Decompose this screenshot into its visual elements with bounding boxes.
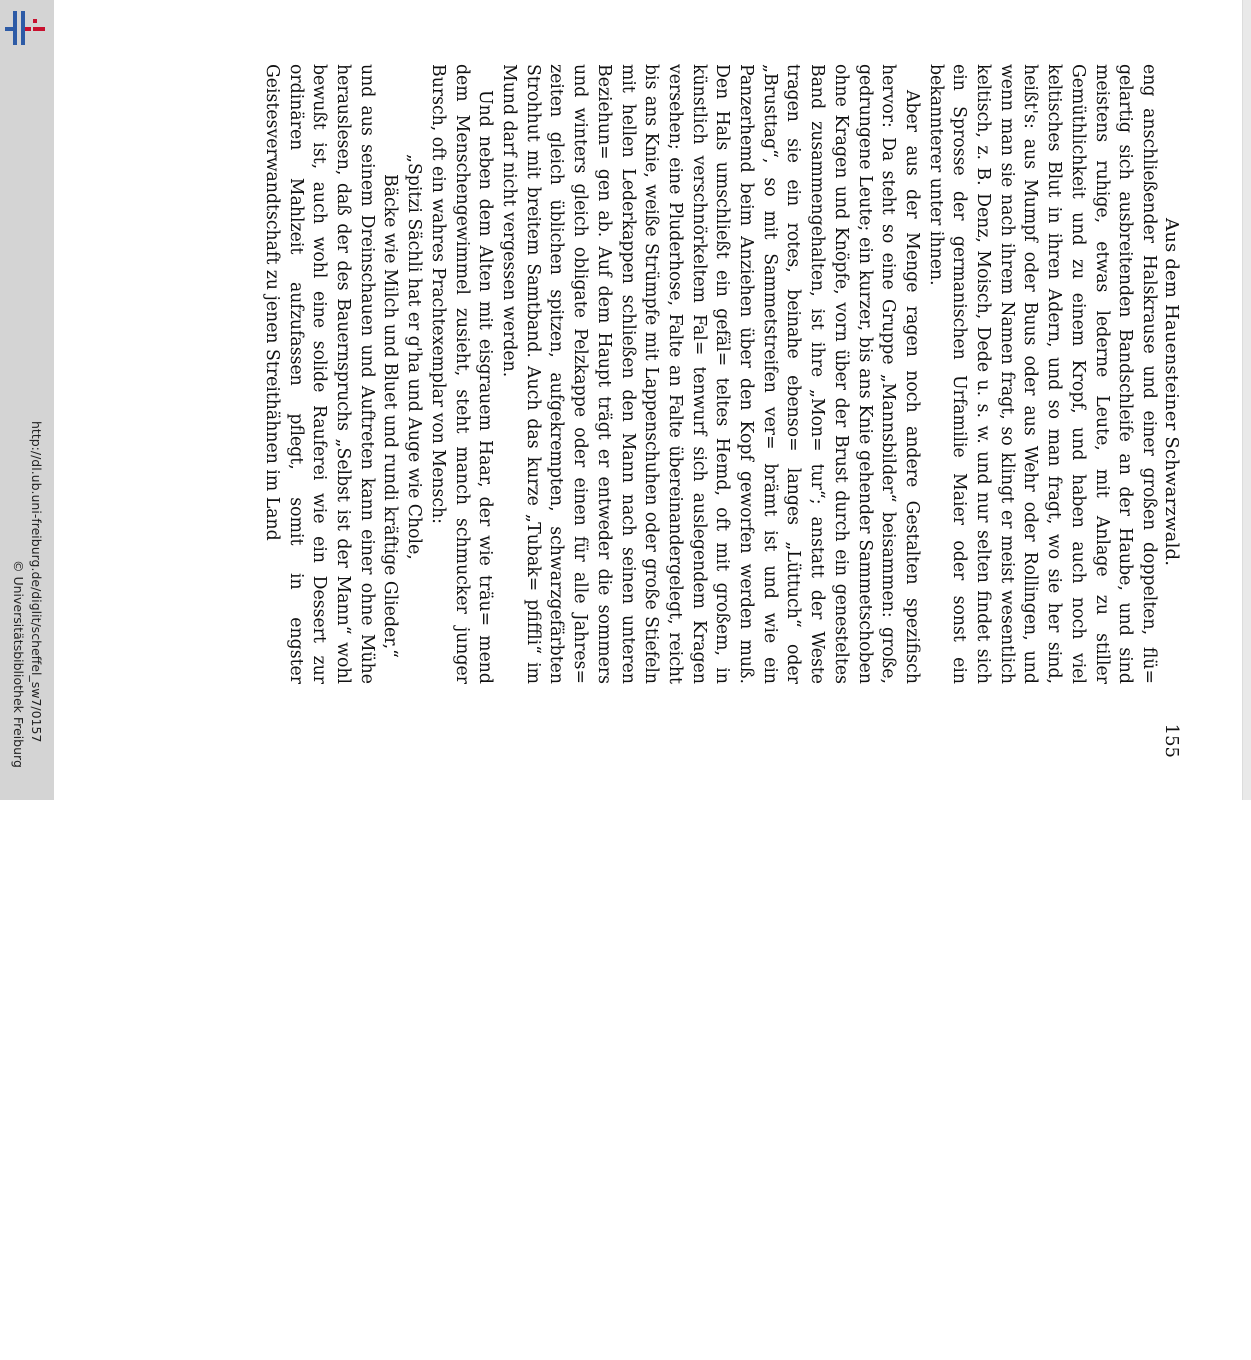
scrollbar[interactable]	[1242, 0, 1251, 800]
paragraph-1: eng anschließender Halskrause und einer großen doppelten, flü= gelartig sich ausbreitenden Bandschleife an der Haube, und sind meistens ruhige, etwas lederne Leute, mit Anlage zu stiller Gemüthlichkeit und zu einem Kropf, und haben auch noch viel keltisches Blut in ihren Adern, und so man fragt, wo sie her sind, heißt's: aus Mumpf oder Buus oder aus Wehr oder Rollingen, und wenn man sie nach ihrem Namen fragt, so klingt er meist wesentlich keltisch, z. B. Denz, Moisch, Dede u. s. w. und nur selten findet sich ein Sprosse der germanischen Urfamilie Maier oder sonst ein bekannterer unter ihnen.	[925, 64, 1159, 684]
page-header	[1156, 218, 1186, 758]
page-body	[259, 64, 1160, 684]
sidebar	[0, 0, 54, 800]
verse-line-2: Bäcke wie Milch und Bluet und rundi kräftige Glieder,“	[380, 174, 401, 658]
ub-freiburg-logo-icon	[3, 7, 47, 47]
paragraph-3: Und neben dem Alten mit eisgrauem Haar, der wie träu= mend dem Menschengewimmel zusieht, steht manch schmucker junger Bursch, oft ein wahres Prachtexemplar von Mensch:	[427, 64, 496, 684]
book-page	[156, 0, 1196, 800]
running-title: Aus dem Hauensteiner Schwarzwald.	[1161, 218, 1182, 567]
page-number: 155	[1161, 723, 1182, 758]
paragraph-2: Aber aus der Menge ragen noch andere Gestalten spezifisch hervor: Da steht so eine Gruppe „Mannsbilder“ beisammen: große, gedrungene Leute; ein kurzer, bis ans Knie gehender Sammetschoben ohne Kragen und Knöpfe, vorn über der Brust durch ein genesteltes Band zusammengehalten, ist ihre „Mon= tur“; anstatt der Weste tragen sie ein rotes, beinahe ebenso= langes „Lüttuch“ oder „Brusttag“, so mit Sammetstreifen ver= brämt ist und wie ein Panzerhemd beim Anziehen über den Kopf geworfen werden muß. Den Hals umschließt ein gefäl= teltes Hemd, oft mit großem, in künstlich verschnörkeltem Fal= tenwurf sich auslegendem Kragen versehen; eine Pluderhose, Falte an Falte übereinandergelegt, reicht bis ans Knie, weiße Strümpfe mit Lappenschuhen oder große Stiefeln mit hellen Lederkappen schließen den Mann nach seinen unteren Beziehun= gen ab. Auf dem Haupt trägt er entweder die sommers und winters gleich obligate Pelzkappe oder einen für alle Jahres= zeiten gleich üblichen spitzen, aufgekrempten, schwarzgefärbten Strohhut mit breitem Samtband. Auch das kurze „Tubak= pfiffli“ im Mund darf nicht vergessen werden.	[499, 64, 922, 684]
closing-paragraph: und aus seinem Dreinschauen und Auftreten kann einer ohne Mühe herauslesen, daß der des Bauernspruchs „Selbst ist der Mann“ wohl bewußt ist, auch wohl eine solide Rauferei wie ein Dessert zur ordinären Mahlzeit aufzufassen pflegt, somit in engster Geistesverwandtschaft zu jenen Streithähnen im Land	[261, 64, 377, 684]
source-url-link[interactable]: http://dl.ub.uni-freiburg.de/diglit/scheffel_sw7/0157	[29, 421, 44, 743]
copyright-notice: © Universitätsbibliothek Freiburg	[11, 560, 26, 768]
verse-line-1: „Spitzi Sächli hat er g'ha und Auge wie Chole,	[404, 154, 425, 560]
